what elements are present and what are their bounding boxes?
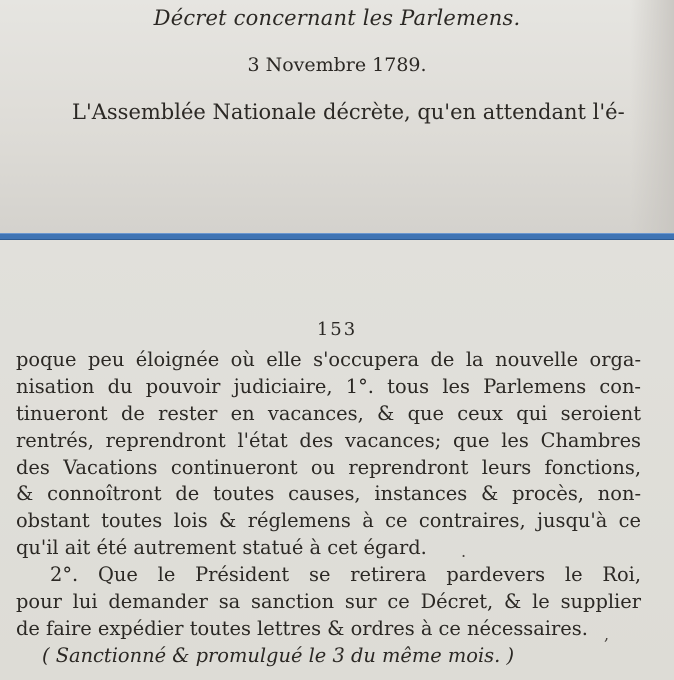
decree-date: 3 Novembre 1789. bbox=[247, 54, 427, 76]
body-line-1: poque peu éloignée où elle s'occupera de la nouvelle orga- bbox=[16, 348, 641, 371]
decree-opening-line: L'Assemblée Nationale décrète, qu'en attendant l'é- bbox=[72, 100, 625, 124]
page-number: 153 bbox=[316, 319, 358, 340]
article-two-line-1: 2°. Que le Président se retirera pardevers le Roi, bbox=[50, 563, 641, 587]
page-divider bbox=[0, 233, 674, 240]
article-two-line-3: de faire expédier toutes lettres & ordres à ce nécessaires. bbox=[16, 616, 588, 640]
ink-speck: . bbox=[461, 542, 467, 561]
article-two-line-2: pour lui demander sa sanction sur ce Décret, & le supplier bbox=[16, 590, 641, 614]
body-line-7: obstant toutes lois & réglemens à ce contraires, jusqu'à ce bbox=[16, 509, 641, 533]
decree-body bbox=[16, 347, 641, 670]
body-line-4: rentrés, reprendront l'état des vacances; que les Chambres bbox=[16, 428, 641, 452]
body-line-3: tinueront de rester en vacances, & que ceux qui seroient bbox=[16, 401, 641, 425]
ink-speck: , bbox=[604, 625, 610, 644]
body-line-5: des Vacations continueront ou reprendront leurs fonctions, bbox=[16, 455, 641, 479]
page-153 bbox=[0, 240, 674, 680]
page-edge-shadow bbox=[630, 0, 674, 233]
body-line-8: qu'il ait été autrement statué à cet égard. bbox=[16, 536, 427, 560]
top-page-scan bbox=[0, 0, 674, 233]
body-line-2: nisation du pouvoir judiciaire, 1°. tous les Parlemens con- bbox=[16, 374, 641, 398]
body-line-6: & connoîtront de toutes causes, instances & procès, non- bbox=[16, 482, 641, 506]
bottom-page-scan bbox=[0, 240, 674, 680]
sanction-note: ( Sanctionné & promulgué le 3 du même mois. ) bbox=[42, 643, 515, 667]
decree-title: Décret concernant les Parlemens. bbox=[153, 6, 521, 30]
